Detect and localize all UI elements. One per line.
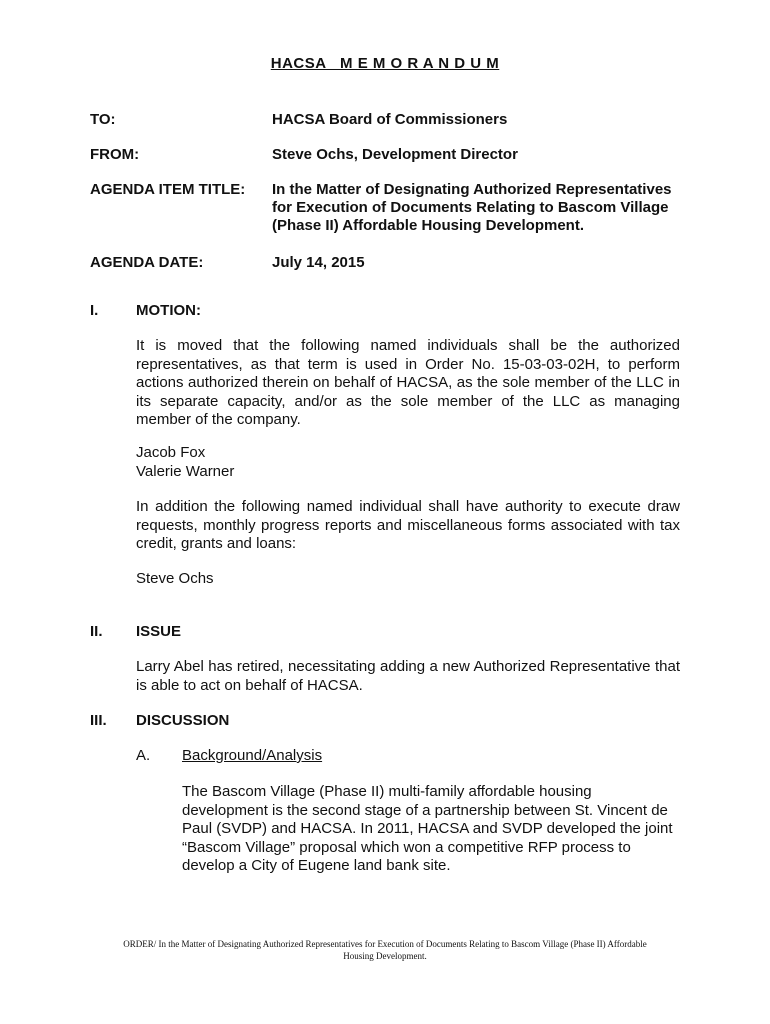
section-heading-discussion: DISCUSSION <box>136 712 230 729</box>
section-heading-motion: MOTION: <box>136 302 201 319</box>
representative-name: Valerie Warner <box>136 462 235 480</box>
agenda-title-line: for Execution of Documents Relating to Bascom Village <box>272 199 669 216</box>
agenda-title-line: (Phase II) Affordable Housing Development. <box>272 217 584 234</box>
agenda-item-title-label: AGENDA ITEM TITLE: <box>90 181 246 198</box>
memo-title: HACSA M E M O R A N D U M <box>270 55 500 72</box>
agenda-date-value: July 14, 2015 <box>272 254 365 271</box>
section-number-issue: II. <box>90 623 103 640</box>
section-number-discussion: III. <box>90 712 107 729</box>
page-footer <box>70 938 700 962</box>
discussion-line: The Bascom Village (Phase II) multi-family affordable housing <box>182 783 592 800</box>
discussion-line: “Bascom Village” proposal which won a competitive RFP process to <box>182 838 631 856</box>
discussion-line: development is the second stage of a partnership between St. Vincent de <box>182 801 668 819</box>
from-label: FROM: <box>90 146 140 163</box>
motion-names <box>136 444 680 481</box>
agenda-item-title-value <box>272 181 672 235</box>
representative-name: Jacob Fox <box>136 444 206 461</box>
footer-line: ORDER/ In the Matter of Designating Authorized Representatives for Execution of Documents Relating to Bascom Village (Phase II) Affordable <box>123 939 647 949</box>
from-value: Steve Ochs, Development Director <box>272 146 518 163</box>
discussion-line: develop a City of Eugene land bank site. <box>182 857 451 874</box>
subsection-letter: A. <box>136 747 151 764</box>
section-heading-issue: ISSUE <box>136 623 182 640</box>
to-value: HACSA Board of Commissioners <box>272 111 508 128</box>
issue-paragraph: Larry Abel has retired, necessitating adding a new Authorized Representative that is able to act on behalf of HACSA. <box>136 658 680 694</box>
to-label: TO: <box>90 111 116 128</box>
agenda-date-label: AGENDA DATE: <box>90 254 204 271</box>
section-number-motion: I. <box>90 302 99 319</box>
discussion-paragraph <box>182 783 692 876</box>
subsection-heading: Background/Analysis <box>182 747 323 764</box>
additional-representative-name: Steve Ochs <box>136 570 214 587</box>
agenda-title-line: In the Matter of Designating Authorized Representatives <box>272 181 672 198</box>
motion-paragraph-additional: In addition the following named individual shall have authority to execute draw requests, monthly progress reports and miscellaneous forms associated with tax credit, grants and loans: <box>136 498 680 552</box>
footer-line: Housing Development. <box>343 951 427 961</box>
discussion-line: Paul (SVDP) and HACSA. In 2011, HACSA and SVDP developed the joint <box>182 820 673 837</box>
motion-paragraph: It is moved that the following named individuals shall be the authorized representatives, as that term is used in Order No. 15-03-03-02H, to perform actions authorized therein on behalf of HACSA, as the sole member of the LLC in its separate capacity, and/or as the sole member of the LLC as managing member of the company. <box>136 337 680 428</box>
